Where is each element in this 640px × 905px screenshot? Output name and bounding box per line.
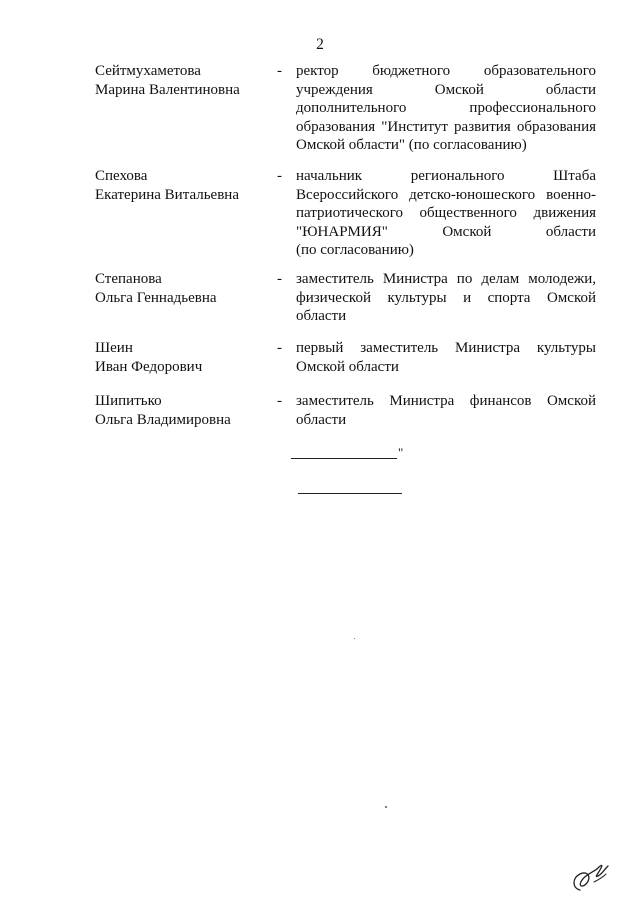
position-line: первый заместитель Министра культуры — [296, 340, 596, 356]
position-line: физической культуры и спорта Омской — [296, 289, 596, 306]
end-rule — [298, 493, 402, 494]
member-name — [95, 62, 275, 99]
position-line: образования "Институт развития образования — [296, 118, 596, 135]
position-line: учреждения Омской области — [296, 81, 596, 98]
position-line: дополнительного профессионального — [296, 100, 596, 116]
separator-dash: - — [277, 340, 282, 356]
scan-speck — [385, 806, 387, 808]
member-surname: Степанова — [95, 271, 162, 287]
position-line: заместитель Министра по делам молодежи, — [296, 271, 596, 287]
position-line: "ЮНАРМИЯ" Омской области — [296, 223, 596, 240]
member-position — [296, 339, 596, 376]
separator-dash: - — [277, 271, 282, 287]
position-line: области — [296, 308, 347, 324]
member-position — [296, 167, 596, 260]
member-given-names: Иван Федорович — [95, 358, 203, 375]
position-line: области — [296, 411, 347, 428]
page-number: 2 — [316, 36, 324, 53]
member-position — [296, 270, 596, 326]
position-line: заместитель Министра финансов Омской — [296, 393, 596, 409]
position-line: Омской области" (по согласованию) — [296, 137, 527, 153]
member-surname: Спехова — [95, 168, 148, 184]
member-surname: Шипитько — [95, 393, 162, 409]
member-surname: Шеин — [95, 340, 133, 356]
position-line: ректор бюджетного образовательного — [296, 63, 596, 79]
position-line: Омской области — [296, 358, 399, 375]
closing-quote-mark: " — [398, 445, 404, 460]
position-line: начальник регионального Штаба — [296, 168, 596, 184]
member-given-names: Ольга Геннадьевна — [95, 289, 217, 306]
member-given-names: Екатерина Витальевна — [95, 186, 239, 203]
position-line: (по согласованию) — [296, 242, 414, 258]
member-name — [95, 339, 275, 376]
member-surname: Сейтмухаметова — [95, 63, 201, 79]
member-name — [95, 270, 275, 307]
position-line: патриотического общественного движения — [296, 205, 596, 221]
member-position — [296, 62, 596, 155]
closing-rule — [291, 458, 397, 459]
member-name — [95, 392, 275, 429]
member-given-names: Марина Валентиновна — [95, 81, 240, 98]
member-name — [95, 167, 275, 204]
position-line: Всероссийского детско-юношеского военно- — [296, 186, 596, 203]
handwritten-initials — [568, 852, 618, 896]
scan-speck — [354, 638, 355, 639]
member-given-names: Ольга Владимировна — [95, 411, 231, 428]
separator-dash: - — [277, 63, 282, 79]
separator-dash: - — [277, 168, 282, 184]
separator-dash: - — [277, 393, 282, 409]
member-position — [296, 392, 596, 429]
